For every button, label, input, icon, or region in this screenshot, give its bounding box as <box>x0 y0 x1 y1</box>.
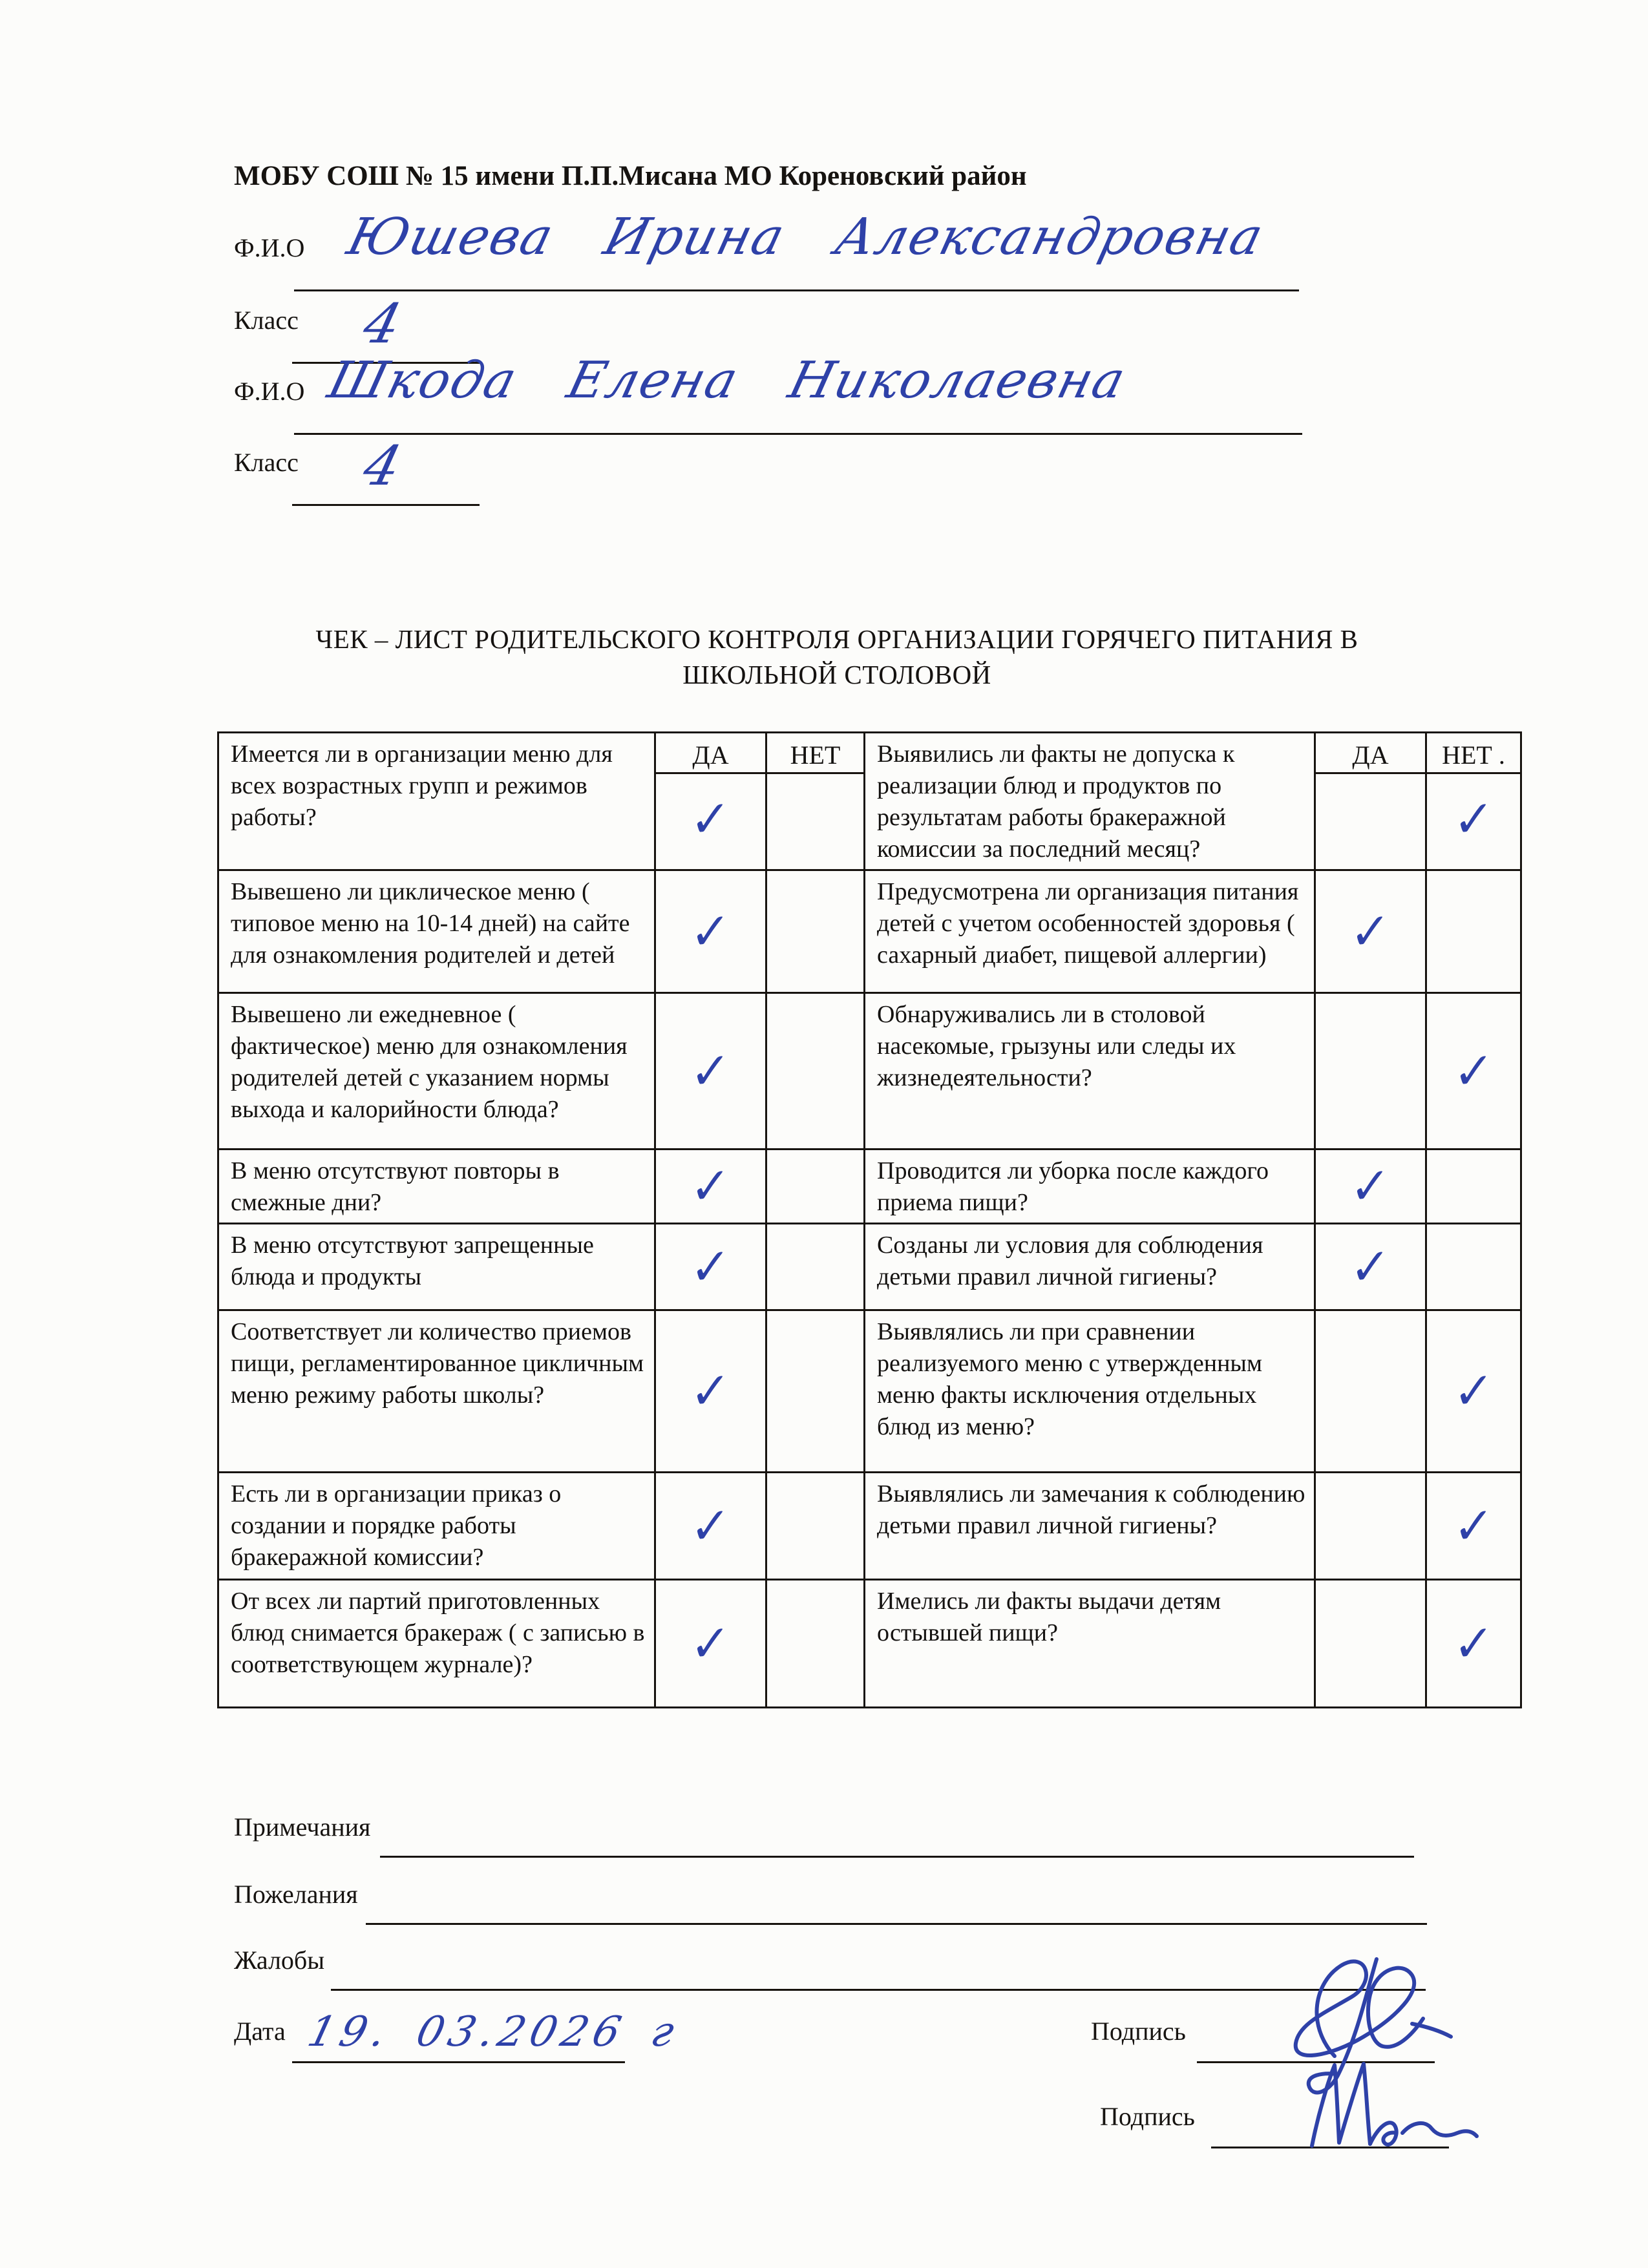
question-cell: Созданы ли условия для соблюдения детьми правил личной гигиены? <box>865 1224 1315 1310</box>
fio2-label: Ф.И.О <box>234 377 305 406</box>
notes-underline <box>380 1856 1414 1858</box>
class2-handwritten-value: 4 <box>357 434 408 498</box>
question-cell: Обнаруживались ли в столовой насекомые, грызуны или следы их жизнедеятельности? <box>865 993 1315 1150</box>
yes-cell <box>655 1224 766 1310</box>
checklist-table <box>217 731 1522 1708</box>
checkmark: ✓ <box>690 1156 732 1217</box>
signature2-scribble-icon <box>1299 2052 1486 2168</box>
no-cell <box>1426 870 1521 993</box>
yes-cell <box>1315 993 1426 1150</box>
date-handwritten-value: 19. 03.2026 г <box>302 2008 684 2056</box>
complaints-label: Жалобы <box>234 1946 325 1975</box>
table-row <box>218 1150 1521 1224</box>
checkmark: ✓ <box>690 1613 732 1674</box>
no-cell <box>766 1150 865 1224</box>
no-cell <box>766 733 865 870</box>
no-cell <box>766 1473 865 1580</box>
date-underline <box>292 2061 625 2063</box>
table-row <box>218 870 1521 993</box>
date-label: Дата <box>234 2017 286 2046</box>
no-cell <box>1426 1150 1521 1224</box>
question-cell: Имеется ли в организации меню для всех возрастных групп и режимов работы? <box>218 733 655 870</box>
question-cell: Выявлялись ли замечания к соблюдению детьми правил личной гигиены? <box>865 1473 1315 1580</box>
no-cell <box>766 870 865 993</box>
yes-cell <box>1315 1310 1426 1473</box>
no-header: НЕТ <box>767 739 863 774</box>
no-cell <box>1426 1580 1521 1708</box>
checkmark: ✓ <box>690 1236 732 1297</box>
table-row <box>218 1580 1521 1708</box>
yes-cell <box>1315 870 1426 993</box>
question-cell: В меню отсутствуют запрещенные блюда и продукты <box>218 1224 655 1310</box>
yes-cell <box>1315 1150 1426 1224</box>
checkmark: ✓ <box>690 1495 732 1557</box>
yes-header: ДА <box>1316 739 1425 774</box>
checkmark: ✓ <box>1349 1236 1391 1297</box>
yes-cell <box>655 870 766 993</box>
checkmark: ✓ <box>1349 901 1391 962</box>
notes-label: Примечания <box>234 1812 371 1842</box>
yes-cell <box>655 733 766 870</box>
no-cell <box>766 1224 865 1310</box>
wishes-label: Пожелания <box>234 1880 358 1909</box>
school-name: МОБУ СОШ № 15 имени П.П.Мисана МО Кореновский район <box>234 161 1027 191</box>
fio2-handwritten-value: Шкода Елена Николаевна <box>322 352 1132 410</box>
yes-cell <box>655 1150 766 1224</box>
question-cell: Вывешено ли циклическое меню ( типовое меню на 10-14 дней) на сайте для ознакомления родителей и детей <box>218 870 655 993</box>
table-row <box>218 993 1521 1150</box>
checklist-table-wrapper <box>217 731 1522 1708</box>
checkmark: ✓ <box>690 1040 732 1102</box>
yes-cell <box>655 1580 766 1708</box>
checkmark: ✓ <box>690 788 732 850</box>
checkmark: ✓ <box>1349 1156 1391 1217</box>
no-cell <box>1426 993 1521 1150</box>
table-row <box>218 733 1521 870</box>
question-cell: Проводится ли уборка после каждого приема пищи? <box>865 1150 1315 1224</box>
signature2-label: Подпись <box>1100 2102 1195 2131</box>
yes-cell <box>655 1473 766 1580</box>
table-row <box>218 1224 1521 1310</box>
checkmark: ✓ <box>1452 1613 1495 1674</box>
class2-label: Класс <box>234 448 299 477</box>
class2-underline <box>292 504 480 506</box>
checkmark: ✓ <box>690 1361 732 1422</box>
table-row <box>218 1473 1521 1580</box>
checkmark: ✓ <box>1452 1495 1495 1557</box>
fio1-label: Ф.И.О <box>234 233 305 262</box>
yes-cell <box>1315 1580 1426 1708</box>
table-row <box>218 1310 1521 1473</box>
fio1-handwritten-value: Юшева Ирина Александровна <box>341 208 1270 266</box>
no-cell <box>1426 1310 1521 1473</box>
question-cell: Выявлялись ли при сравнении реализуемого меню с утвержденным меню факты исключения отдельных блюд из меню? <box>865 1310 1315 1473</box>
yes-header: ДА <box>656 739 765 774</box>
question-cell: Вывешено ли ежедневное ( фактическое) меню для ознакомления родителей детей с указанием нормы выхода и калорийности блюда? <box>218 993 655 1150</box>
no-cell <box>1426 1224 1521 1310</box>
class1-handwritten-value: 4 <box>357 292 408 355</box>
no-cell <box>766 1310 865 1473</box>
checkmark: ✓ <box>1452 1361 1495 1422</box>
no-header: НЕТ . <box>1427 739 1520 774</box>
document-title-line1: ЧЕК – ЛИСТ РОДИТЕЛЬСКОГО КОНТРОЛЯ ОРГАНИЗАЦИИ ГОРЯЧЕГО ПИТАНИЯ В <box>315 624 1358 654</box>
no-cell <box>766 1580 865 1708</box>
fio2-underline <box>294 433 1302 435</box>
yes-cell <box>655 993 766 1150</box>
yes-cell <box>1315 1224 1426 1310</box>
class1-label: Класс <box>234 306 299 335</box>
document-title <box>213 622 1461 693</box>
question-cell: Предусмотрена ли организация питания детей с учетом особенностей здоровья ( сахарный диабет, пищевой аллергии) <box>865 870 1315 993</box>
checkmark: ✓ <box>690 901 732 962</box>
question-cell: От всех ли партий приготовленных блюд снимается бракераж ( с записью в соответствующем журнале)? <box>218 1580 655 1708</box>
wishes-underline <box>366 1923 1427 1925</box>
yes-cell <box>1315 1473 1426 1580</box>
question-cell: Выявились ли факты не допуска к реализации блюд и продуктов по результатам работы бракеражной комиссии за последний месяц? <box>865 733 1315 870</box>
question-cell: Имелись ли факты выдачи детям остывшей пищи? <box>865 1580 1315 1708</box>
no-cell <box>1426 1473 1521 1580</box>
no-cell <box>766 993 865 1150</box>
checkmark: ✓ <box>1452 1040 1495 1102</box>
fio1-underline <box>294 289 1299 291</box>
question-cell: В меню отсутствуют повторы в смежные дни? <box>218 1150 655 1224</box>
yes-cell <box>1315 733 1426 870</box>
question-cell: Соответствует ли количество приемов пищи, регламентированное цикличным меню режиму работы школы? <box>218 1310 655 1473</box>
signature1-label: Подпись <box>1091 2017 1186 2046</box>
question-cell: Есть ли в организации приказ о создании и порядке работы бракеражной комиссии? <box>218 1473 655 1580</box>
no-cell <box>1426 733 1521 870</box>
yes-cell <box>655 1310 766 1473</box>
checkmark: ✓ <box>1452 788 1495 850</box>
document-title-line2: ШКОЛЬНОЙ СТОЛОВОЙ <box>682 660 991 690</box>
